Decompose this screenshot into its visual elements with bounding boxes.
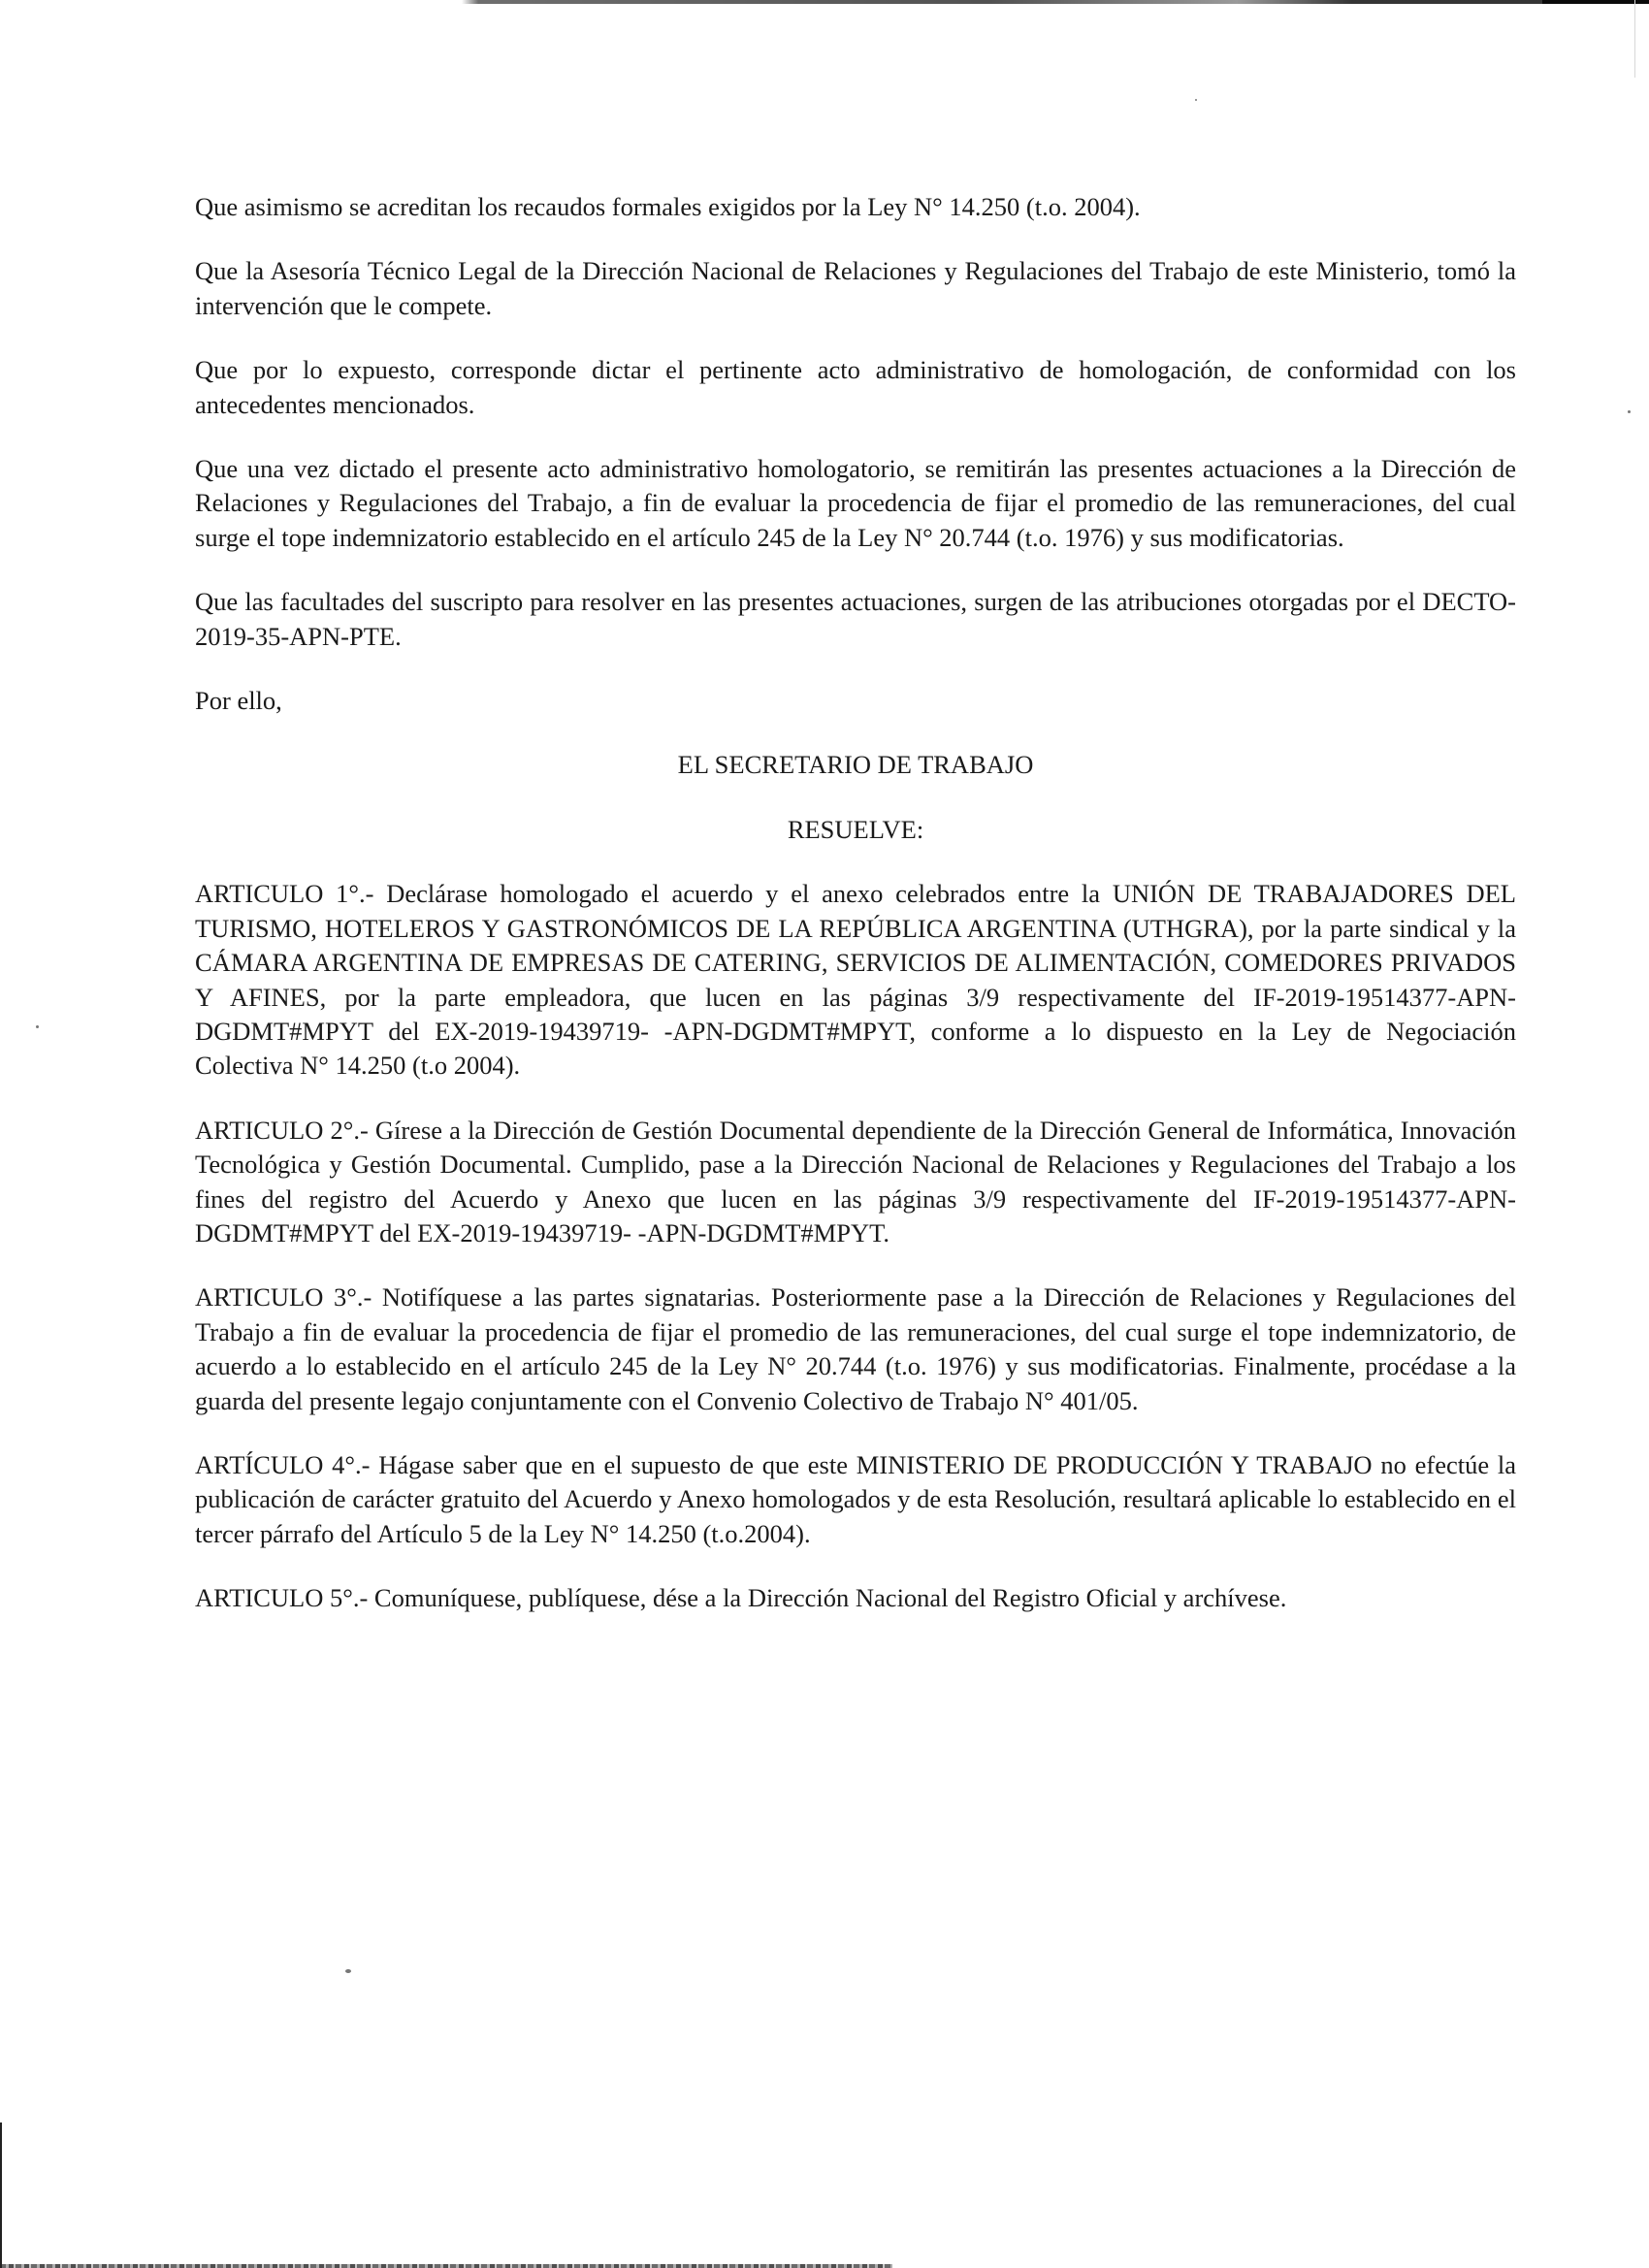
article-1: ARTICULO 1°.- Declárase homologado el acuerdo y el anexo celebrados entre la UNIÓN DE TRABAJADORES DEL TURISMO, HOTELEROS Y GASTRONÓMICOS DE LA REPÚBLICA ARGENTINA (UTHGRA), por la parte sindical y la CÁMARA ARGENTINA DE EMPRESAS DE CATERING, SERVICIOS DE ALIMENTACIÓN, COMEDORES PRIVADOS Y AFINES, por la parte empleadora, que lucen en las páginas 3/9 respectivamente del IF-2019-19514377-APN-DGDMT#MPYT del EX-2019-19439719- -APN-DGDMT#MPYT, conforme a lo dispuesto en la Ley de Negociación Colectiva N° 14.250 (t.o 2004). bbox=[195, 879, 1516, 1081]
article-3: ARTICULO 3°.- Notifíquese a las partes signatarias. Posteriormente pase a la Dirección de Relaciones y Regulaciones del Trabajo a fin de evaluar la procedencia de fijar el promedio de las remuneraciones, del cual surge el tope indemnizatorio, de acuerdo a lo establecido en el artículo 245 de la Ley N° 20.744 (t.o. 1976) y sus modificatorias. Finalmente, procédase a la guarda del presente legajo conjuntamente con el Convenio Colectivo de Trabajo N° 401/05. bbox=[195, 1282, 1516, 1415]
scan-speck bbox=[1195, 99, 1197, 101]
considerando-4: Que una vez dictado el presente acto administrativo homologatorio, se remitirán las presentes actuaciones a la Dirección de Relaciones y Regulaciones del Trabajo, a fin de evaluar la procedencia de fijar el promedio de las remuneraciones, del cual surge el tope indemnizatorio establecido en el artículo 245 de la Ley N° 20.744 (t.o. 1976) y sus modificatorias. bbox=[195, 454, 1516, 552]
document-page bbox=[195, 190, 1516, 1616]
scan-edge-right bbox=[1634, 0, 1635, 78]
considerando-5: Que las facultades del suscripto para resolver en las presentes actuaciones, surgen de las atribuciones otorgadas por el DECTO-2019-35-APN-PTE. bbox=[195, 587, 1516, 651]
article-2: ARTICULO 2°.- Gírese a la Dirección de Gestión Documental dependiente de la Dirección General de Informática, Innovación Tecnológica y Gestión Documental. Cumplido, pase a la Dirección Nacional de Relaciones y Regulaciones del Trabajo a los fines del registro del Acuerdo y Anexo que lucen en las páginas 3/9 respectivamente del IF-2019-19514377-APN-DGDMT#MPYT del EX-2019-19439719- -APN-DGDMT#MPYT. bbox=[195, 1115, 1516, 1247]
scan-speck bbox=[1628, 410, 1631, 413]
por-ello: Por ello, bbox=[195, 686, 282, 716]
scan-edge-left bbox=[0, 2122, 2, 2268]
considerando-1: Que asimismo se acreditan los recaudos formales exigidos por la Ley N° 14.250 (t.o. 2004). bbox=[195, 192, 1141, 221]
scan-speck bbox=[345, 1969, 351, 1973]
article-4: ARTÍCULO 4°.- Hágase saber que en el supuesto de que este MINISTERIO DE PRODUCCIÓN Y TRABAJO no efectúe la publicación de carácter gratuito del Acuerdo y Anexo homologados y de esta Resolución, resultará aplicable lo establecido en el tercer párrafo del Artículo 5 de la Ley N° 14.250 (t.o.2004). bbox=[195, 1449, 1516, 1548]
considerando-3: Que por lo expuesto, corresponde dictar el pertinente acto administrativo de homologación, de conformidad con los antecedentes mencionados. bbox=[195, 355, 1516, 419]
scan-edge-top bbox=[0, 0, 1649, 4]
authority-heading: EL SECRETARIO DE TRABAJO bbox=[677, 750, 1034, 780]
article-5: ARTICULO 5°.- Comuníquese, publíquese, dése a la Dirección Nacional del Registro Oficial y archívese. bbox=[195, 1583, 1287, 1613]
scan-edge-bottom bbox=[0, 2264, 892, 2268]
scan-edge-top-right bbox=[1542, 0, 1649, 4]
considerando-2: Que la Asesoría Técnico Legal de la Dirección Nacional de Relaciones y Regulaciones del Trabajo de este Ministerio, tomó la intervención que le compete. bbox=[195, 256, 1516, 320]
scan-speck bbox=[36, 1025, 39, 1028]
resuelve-heading: RESUELVE: bbox=[787, 814, 924, 844]
